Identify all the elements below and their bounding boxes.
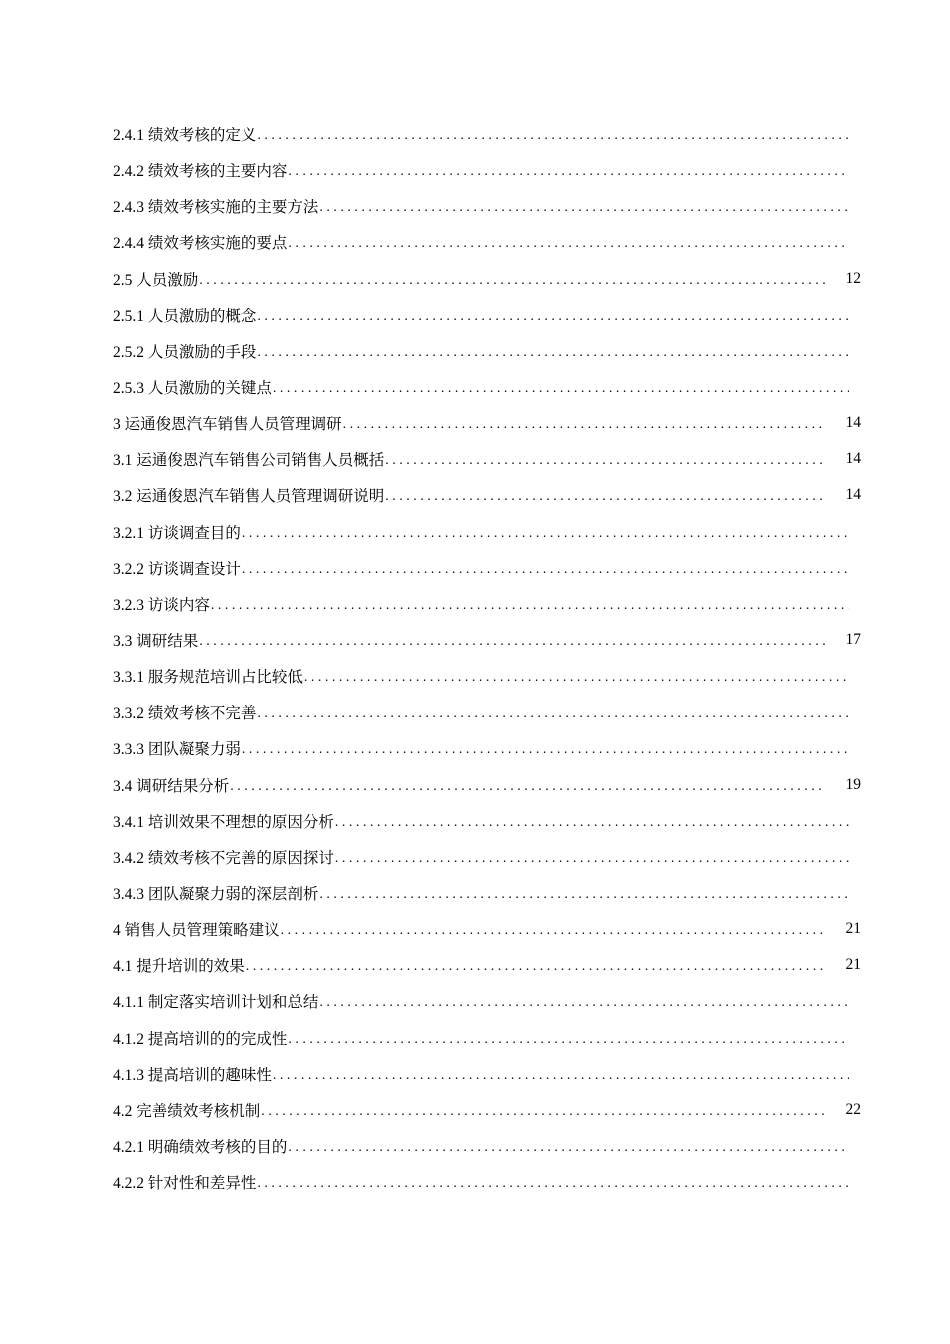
toc-entry-label: 3.2.1 访谈调查目的 [113,524,241,542]
toc-entry[interactable] [113,1092,861,1128]
toc-page-number: 21 [845,956,861,974]
toc-entry[interactable] [113,947,861,983]
toc-entry[interactable] [113,116,861,152]
toc-page-number: 19 [845,775,861,793]
toc-entry[interactable] [113,152,861,188]
toc-entry[interactable] [113,224,861,260]
toc-entry-label: 2.5.3 人员激励的关键点 [113,380,272,398]
toc-dot-leader [319,996,849,1010]
toc-entry-label: 3.3 调研结果 [113,633,199,651]
toc-page-number: 14 [845,414,861,432]
toc-entry[interactable] [113,333,861,369]
toc-entry-label: 3.4.3 团队凝聚力弱的深层剖析 [113,886,319,904]
toc-page-number: 22 [845,1100,861,1118]
toc-dot-leader [319,888,849,902]
toc-entry-label: 3.3.1 服务规范培训占比较低 [113,669,303,687]
toc-entry-label: 3.1 运通俊恩汽车销售公司销售人员概括 [113,452,385,470]
toc-dot-leader [230,780,825,794]
toc-entry-label: 3.4 调研结果分析 [113,777,230,795]
toc-entry-label: 2.4.3 绩效考核实施的主要方法 [113,199,319,217]
toc-entry-label: 4.2 完善绩效考核机制 [113,1102,261,1120]
toc-entry[interactable] [113,694,861,730]
toc-entry[interactable] [113,550,861,586]
toc-dot-leader [257,346,849,360]
toc-entry[interactable] [113,586,861,622]
toc-entry[interactable] [113,1056,861,1092]
toc-entry[interactable] [113,803,861,839]
toc-dot-leader [343,418,825,432]
toc-entry[interactable] [113,405,861,441]
toc-page-number: 12 [845,269,861,287]
toc-page-number: 14 [845,486,861,504]
toc-dot-leader [319,201,849,215]
toc-dot-leader [257,1177,849,1191]
toc-entry[interactable] [113,514,861,550]
toc-entry-label: 4.1.2 提高培训的的完成性 [113,1030,288,1048]
toc-dot-leader [257,707,849,721]
toc-page-number: 17 [845,631,861,649]
toc-dot-leader [199,274,825,288]
toc-entry-label: 3.3.2 绩效考核不完善 [113,705,257,723]
toc-dot-leader [246,960,825,974]
toc-entry-label: 4 销售人员管理策略建议 [113,922,280,940]
toc-entry-label: 2.5.2 人员激励的手段 [113,343,257,361]
toc-entry[interactable] [113,1128,861,1164]
toc-entry-label: 2.5.1 人员激励的概念 [113,307,257,325]
toc-entry-label: 3.3.3 团队凝聚力弱 [113,741,241,759]
toc-entry-label: 2.4.4 绩效考核实施的要点 [113,235,288,253]
toc-entry[interactable] [113,983,861,1019]
toc-entry[interactable] [113,441,861,477]
toc-entry-label: 2.4.1 绩效考核的定义 [113,127,257,145]
toc-dot-leader [257,129,849,143]
toc-entry[interactable] [113,297,861,333]
toc-entry-label: 3.2 运通俊恩汽车销售人员管理调研说明 [113,488,385,506]
toc-entry[interactable] [113,1020,861,1056]
toc-dot-leader [288,165,849,179]
toc-entry-label: 4.1.3 提高培训的趣味性 [113,1066,272,1084]
toc-dot-leader [281,924,825,938]
toc-entry[interactable] [113,369,861,405]
toc-entry[interactable] [113,261,861,297]
toc-dot-leader [257,310,849,324]
toc-entry-label: 3.2.2 访谈调查设计 [113,560,241,578]
toc-entry-label: 3.4.2 绩效考核不完善的原因探讨 [113,849,334,867]
toc-dot-leader [385,490,825,504]
toc-entry[interactable] [113,730,861,766]
toc-entry[interactable] [113,839,861,875]
toc-dot-leader [288,237,849,251]
toc-entry-label: 3.2.3 访谈内容 [113,596,210,614]
toc-entry[interactable] [113,188,861,224]
toc-dot-leader [335,816,849,830]
toc-entry-label: 4.2.2 针对性和差异性 [113,1175,257,1193]
toc-entry[interactable] [113,658,861,694]
toc-dot-leader [304,671,849,685]
toc-entry-label: 3 运通俊恩汽车销售人员管理调研 [113,416,342,434]
toc-dot-leader [242,527,849,541]
toc-entry-label: 2.4.2 绩效考核的主要内容 [113,163,288,181]
toc-entry[interactable] [113,1164,861,1200]
toc-dot-leader [211,599,849,613]
toc-entry[interactable] [113,622,861,658]
toc-page-number: 21 [845,920,861,938]
toc-dot-leader [261,1105,825,1119]
toc-entry-label: 4.1.1 制定落实培训计划和总结 [113,994,319,1012]
toc-dot-leader [242,743,849,757]
toc-entry[interactable] [113,477,861,513]
toc-dot-leader [288,1141,849,1155]
toc-dot-leader [288,1033,849,1047]
toc-page-number: 14 [845,450,861,468]
toc-entry-label: 4.2.1 明确绩效考核的目的 [113,1139,288,1156]
toc-dot-leader [199,635,825,649]
toc-entry[interactable] [113,875,861,911]
toc-dot-leader [242,563,849,577]
toc-dot-leader [385,454,825,468]
toc-entry-label: 2.5 人员激励 [113,271,199,289]
table-of-contents [113,116,861,1200]
toc-dot-leader [273,382,849,396]
toc-entry-label: 4.1 提升培训的效果 [113,958,245,976]
toc-dot-leader [335,852,849,866]
toc-entry-label: 3.4.1 培训效果不理想的原因分析 [113,813,334,831]
toc-entry[interactable] [113,911,861,947]
toc-dot-leader [273,1069,849,1083]
toc-entry[interactable] [113,767,861,803]
